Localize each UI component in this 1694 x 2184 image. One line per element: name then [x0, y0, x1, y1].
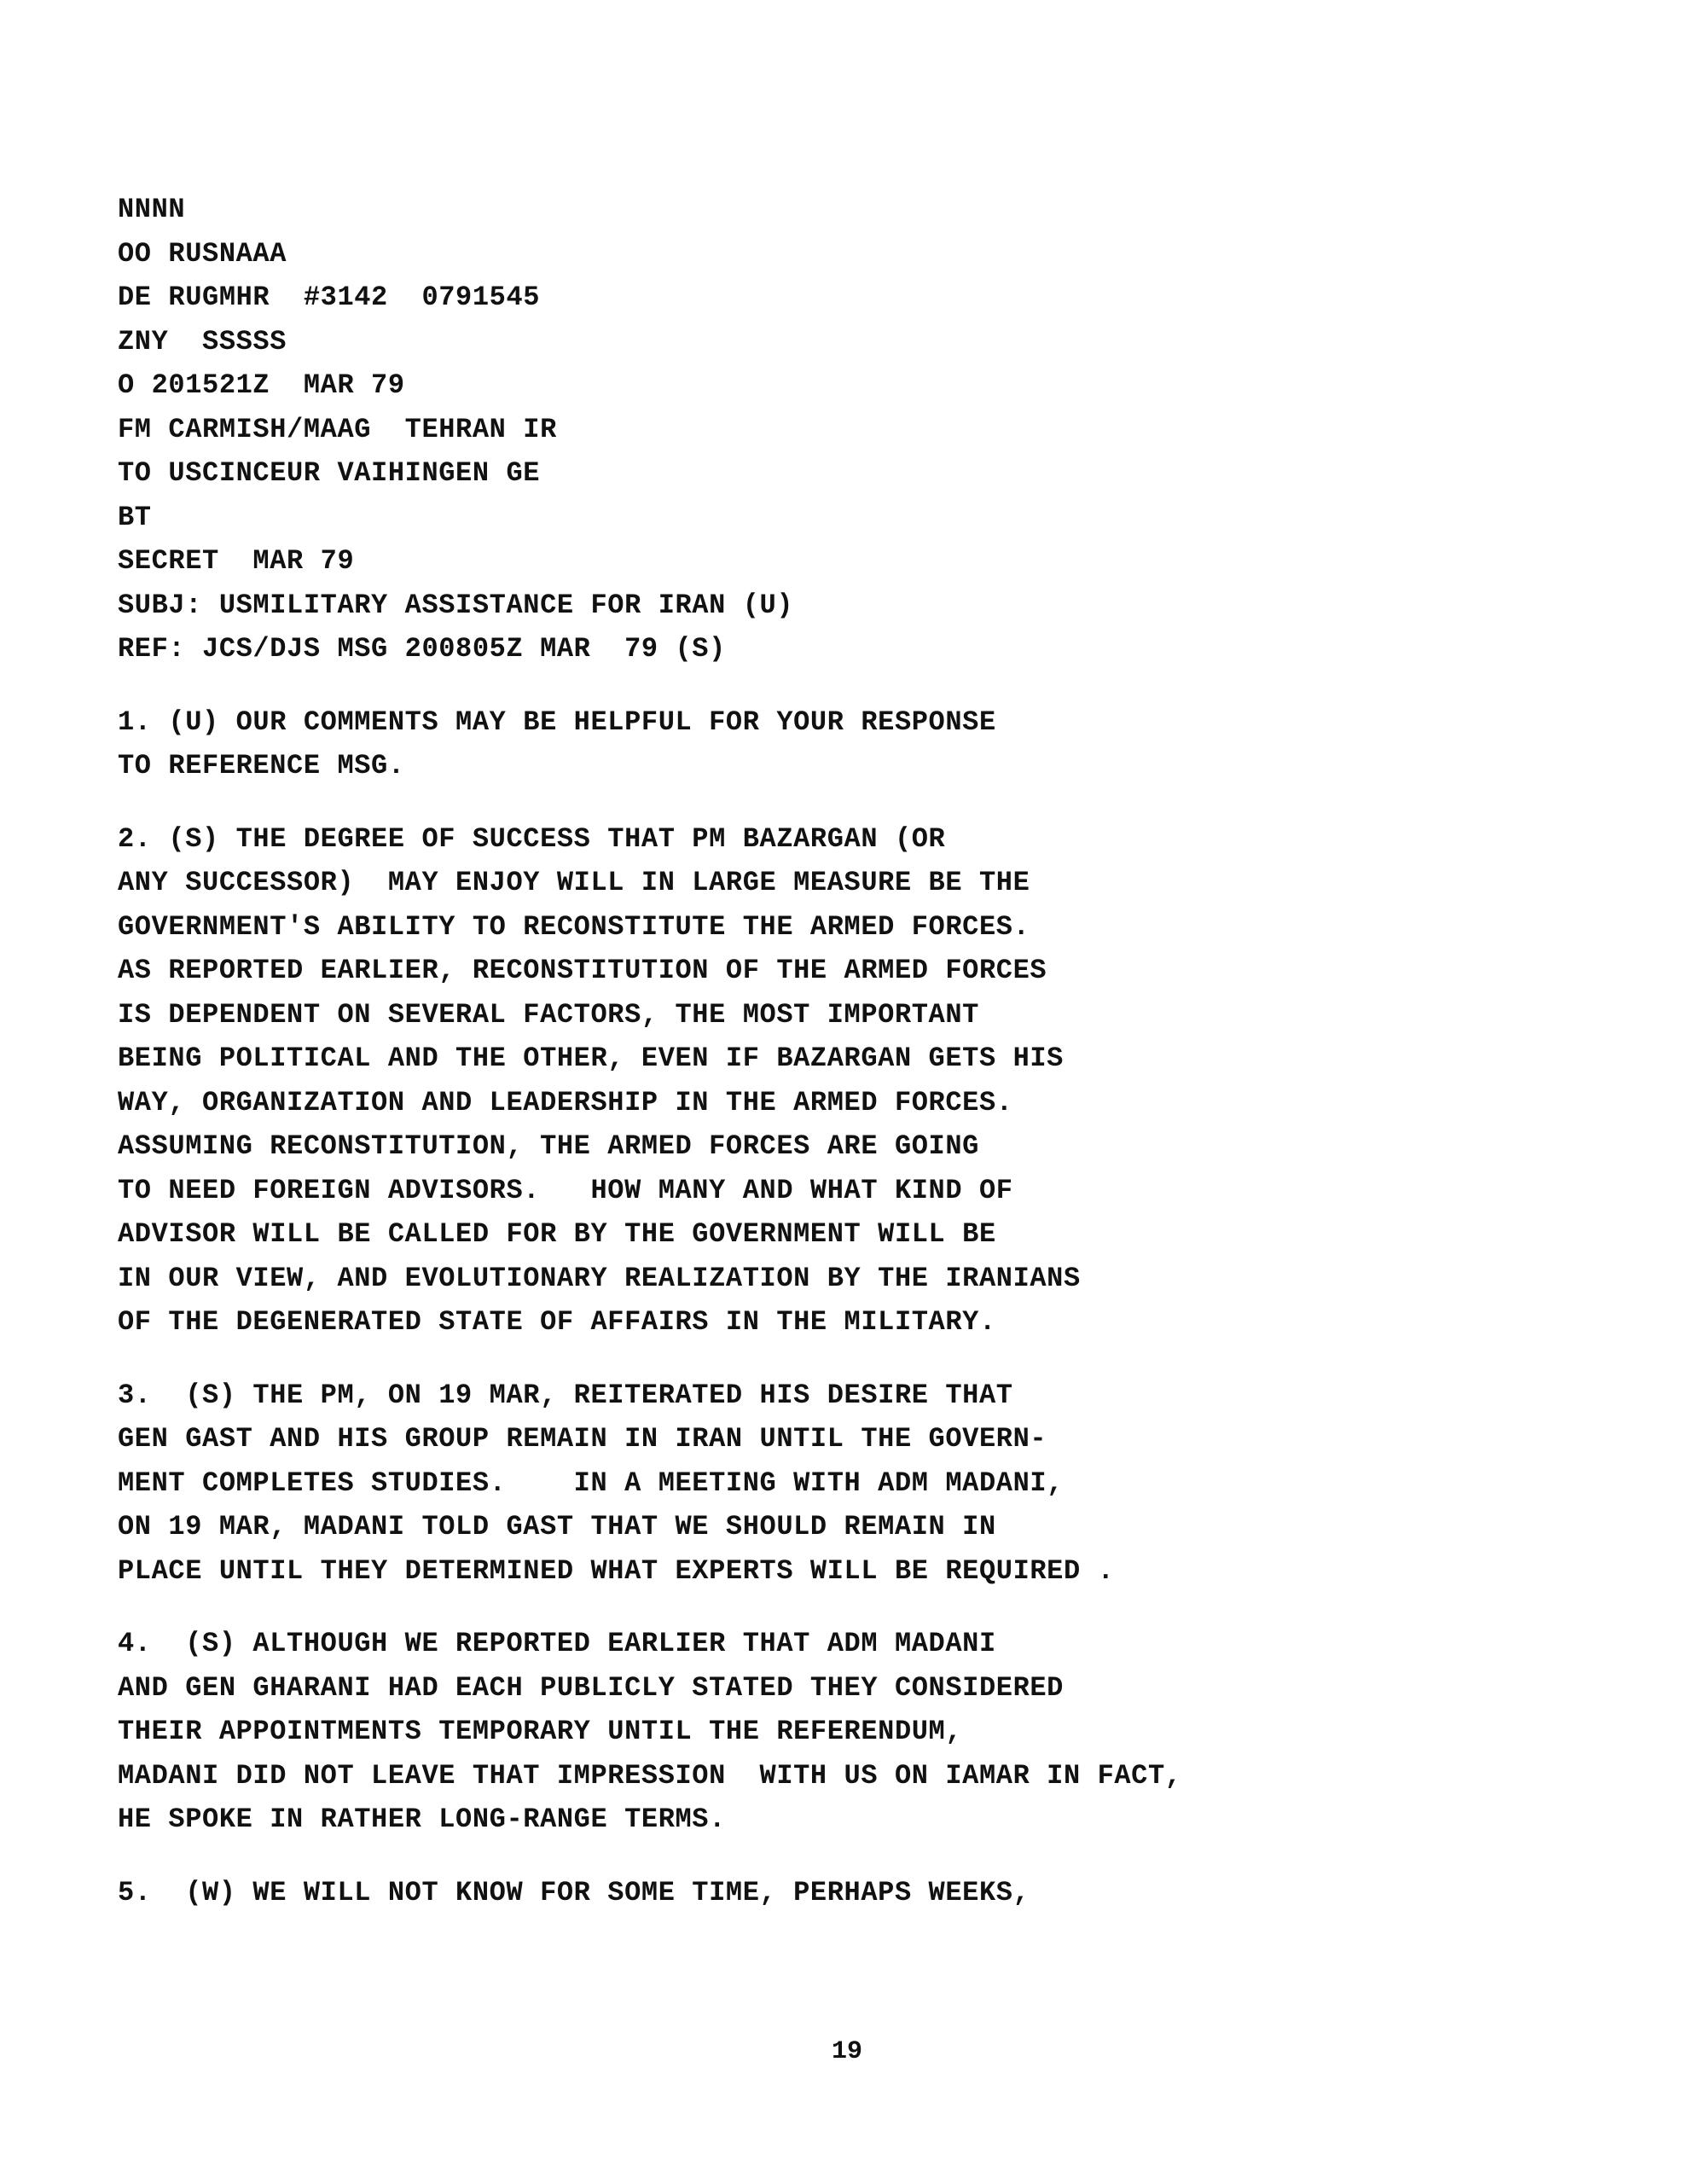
spacer: [118, 1345, 1636, 1374]
header-line: ZNY SSSSS: [118, 325, 287, 357]
header-line: DE RUGMHR #3142 0791545: [118, 282, 541, 313]
header-line: FM CARMISH/MAAG TEHRAN IR: [118, 413, 557, 445]
paragraph-1: [118, 700, 1636, 788]
paragraph-line: GEN GAST AND HIS GROUP REMAIN IN IRAN UNTIL THE GOVERN-: [118, 1423, 1047, 1455]
spacer: [118, 788, 1636, 817]
spacer: [118, 1593, 1636, 1622]
paragraph-line: MADANI DID NOT LEAVE THAT IMPRESSION WITH US ON IAMAR IN FACT,: [118, 1759, 1182, 1792]
header-line: NNNN: [118, 194, 186, 225]
spacer: [118, 671, 1636, 700]
paragraph-line: 1. (U) OUR COMMENTS MAY BE HELPFUL FOR YOUR RESPONSE: [118, 706, 996, 738]
subject-line: SUBJ: USMILITARY ASSISTANCE FOR IRAN (U): [118, 589, 794, 621]
cable-header: [118, 188, 1636, 671]
paragraph-line: MENT COMPLETES STUDIES. IN A MEETING WITH ADM MADANI,: [118, 1467, 1064, 1499]
page-number: 19: [831, 2037, 862, 2066]
reference-line: REF: JCS/DJS MSG 200805Z MAR 79 (S): [118, 633, 726, 665]
paragraph-line: ASSUMING RECONSTITUTION, THE ARMED FORCES ARE GOING: [118, 1130, 979, 1162]
paragraph-line: BEING POLITICAL AND THE OTHER, EVEN IF BAZARGAN GETS HIS: [118, 1043, 1064, 1074]
paragraph-line: ADVISOR WILL BE CALLED FOR BY THE GOVERNMENT WILL BE: [118, 1218, 996, 1250]
paragraph-line: IN OUR VIEW, AND EVOLUTIONARY REALIZATION BY THE IRANIANS: [118, 1262, 1081, 1294]
header-line: TO USCINCEUR VAIHINGEN GE: [118, 457, 541, 489]
paragraph-3: [118, 1374, 1636, 1594]
spacer: [118, 1842, 1636, 1871]
paragraph-5: [118, 1871, 1636, 1915]
paragraph-line: 4. (S) ALTHOUGH WE REPORTED EARLIER THAT ADM MADANI: [118, 1628, 996, 1659]
paragraph-line: WAY, ORGANIZATION AND LEADERSHIP IN THE ARMED FORCES.: [118, 1086, 1013, 1118]
paragraph-line: THEIR APPOINTMENTS TEMPORARY UNTIL THE REFERENDUM,: [118, 1716, 963, 1747]
paragraph-line: 2. (S) THE DEGREE OF SUCCESS THAT PM BAZARGAN (OR: [118, 822, 946, 855]
header-line: BT: [118, 501, 152, 533]
paragraph-line: IS DEPENDENT ON SEVERAL FACTORS, THE MOST IMPORTANT: [118, 998, 979, 1031]
paragraph-line: HE SPOKE IN RATHER LONG-RANGE TERMS.: [118, 1804, 726, 1835]
paragraph-line: ON 19 MAR, MADANI TOLD GAST THAT WE SHOULD REMAIN IN: [118, 1511, 996, 1542]
paragraph-line: PLACE UNTIL THEY DETERMINED WHAT EXPERTS WILL BE REQUIRED .: [118, 1554, 1115, 1587]
paragraph-line: TO NEED FOREIGN ADVISORS. HOW MANY AND WHAT KIND OF: [118, 1174, 1013, 1206]
paragraph-line: TO REFERENCE MSG.: [118, 750, 405, 781]
cable-text: [118, 188, 1636, 1914]
paragraph-line: AND GEN GHARANI HAD EACH PUBLICLY STATED THEY CONSIDERED: [118, 1671, 1064, 1704]
paragraph-line: 3. (S) THE PM, ON 19 MAR, REITERATED HIS DESIRE THAT: [118, 1379, 1013, 1411]
paragraph-line: ANY SUCCESSOR) MAY ENJOY WILL IN LARGE MEASURE BE THE: [118, 867, 1030, 898]
header-line: O 201521Z MAR 79: [118, 369, 405, 401]
paragraph-4: [118, 1622, 1636, 1842]
header-line: OO RUSNAAA: [118, 237, 287, 270]
paragraph-line: OF THE DEGENERATED STATE OF AFFAIRS IN THE MILITARY.: [118, 1306, 996, 1338]
paragraph-line: GOVERNMENT'S ABILITY TO RECONSTITUTE THE ARMED FORCES.: [118, 910, 1030, 943]
header-line: SECRET MAR 79: [118, 545, 355, 577]
paragraph-2: [118, 817, 1636, 1345]
paragraph-line: 5. (W) WE WILL NOT KNOW FOR SOME TIME, PERHAPS WEEKS,: [118, 1876, 1030, 1908]
paragraph-line: AS REPORTED EARLIER, RECONSTITUTION OF THE ARMED FORCES: [118, 955, 1047, 986]
